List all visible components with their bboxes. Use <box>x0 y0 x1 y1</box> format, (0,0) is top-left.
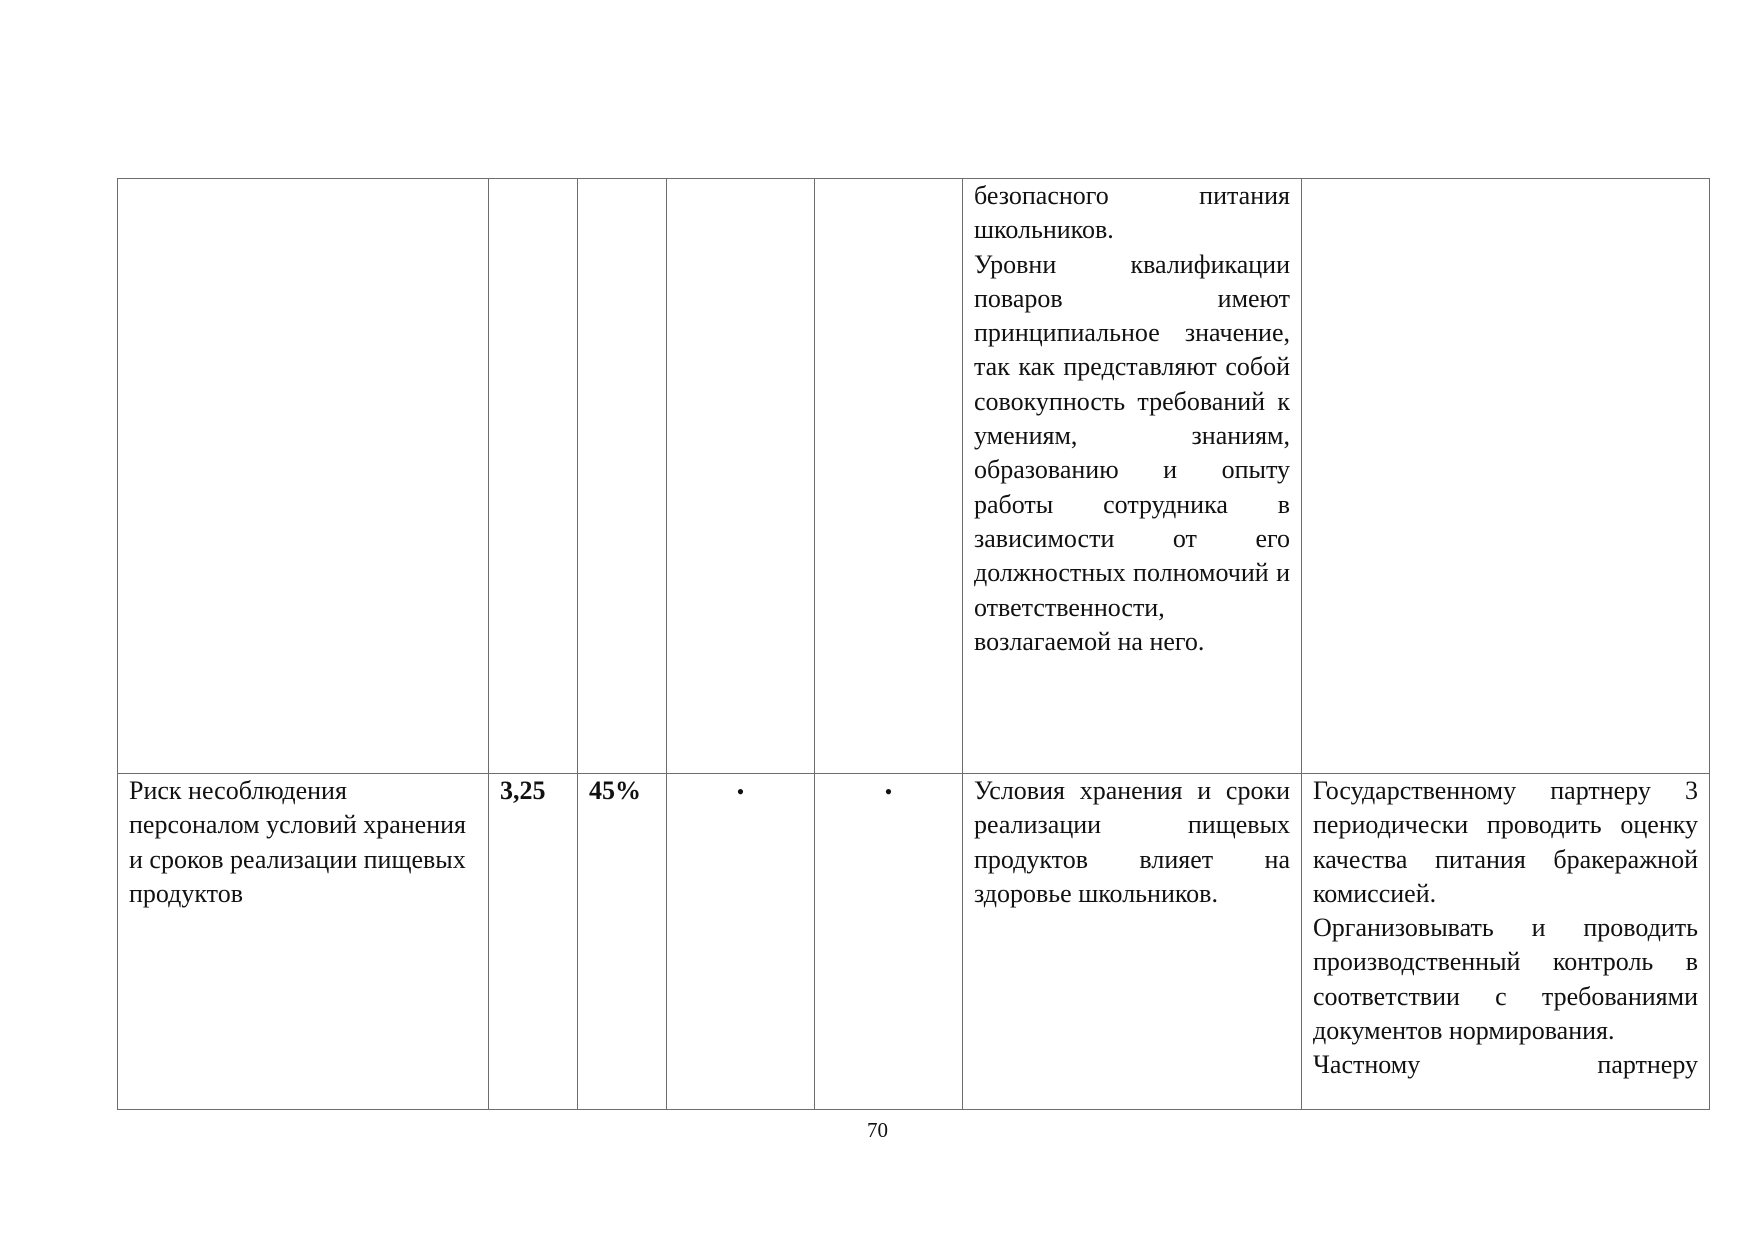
marker-cell <box>815 179 963 774</box>
marker-cell <box>815 774 963 1110</box>
description-paragraph: безопасного питания школьников. <box>974 181 1290 245</box>
risk-table <box>117 178 1710 1110</box>
marker-cell <box>667 774 815 1110</box>
description-cell <box>963 179 1302 774</box>
risk-cell <box>118 179 489 774</box>
percent-cell <box>578 179 667 774</box>
measures-paragraph: Государственному партнеру 3 периодически проводить оценку качества питания бракеражной комиссией. <box>1313 776 1698 908</box>
percent-value: 45% <box>589 776 641 805</box>
table-row <box>118 179 1710 774</box>
marker-cell <box>667 179 815 774</box>
page-number: 70 <box>867 1118 888 1142</box>
bullet-marker: • <box>884 779 893 804</box>
description-paragraph: Уровни квалификации поваров имеют принципиальное значение, так как представляют собой совокупность требований к умениям, знаниям, образованию и опыту работы сотрудника в зависимости от его должностных полномочий и ответственности, возлагаемой на него. <box>974 249 1290 656</box>
description-cell <box>963 774 1302 1110</box>
score-cell <box>489 774 578 1110</box>
score-cell <box>489 179 578 774</box>
score-value: 3,25 <box>500 776 546 805</box>
description-paragraph: Условия хранения и сроки реализации пищевых продуктов влияет на здоровье школьников. <box>974 776 1290 908</box>
risk-text: Риск несоблюдения персоналом условий хранения и сроков реализации пищевых продуктов <box>129 776 467 908</box>
percent-cell <box>578 774 667 1110</box>
measures-paragraph: Частному партнеру <box>1313 1050 1698 1080</box>
measures-cell <box>1302 774 1710 1110</box>
bullet-marker: • <box>736 779 745 804</box>
measures-cell <box>1302 179 1710 774</box>
measures-paragraph: Организовывать и проводить производственный контроль в соответствии с требованиями документов нормирования. <box>1313 913 1698 1046</box>
risk-cell <box>118 774 489 1110</box>
table-row <box>118 774 1710 1110</box>
